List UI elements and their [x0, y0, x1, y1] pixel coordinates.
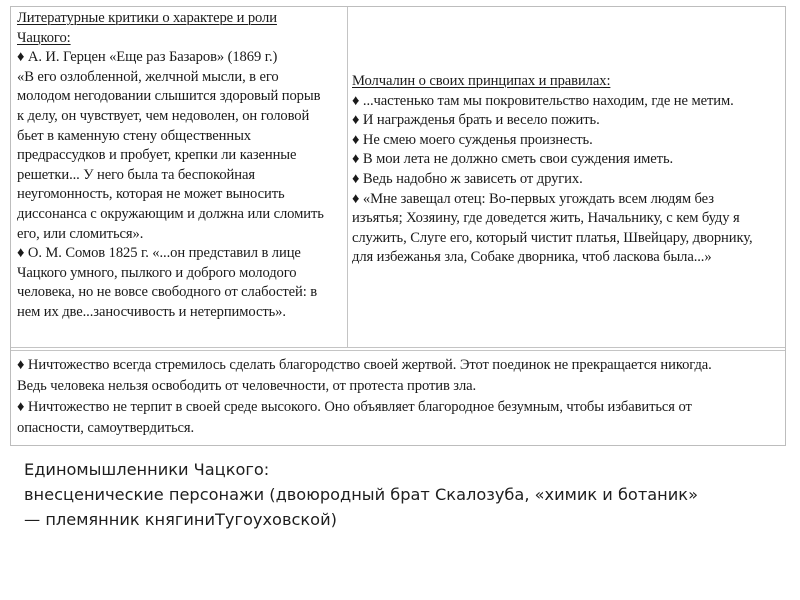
text-line: опасности, самоутвердиться.	[17, 420, 195, 436]
text-line: человека, но не вовсе свободного от слабостей: в	[17, 284, 318, 301]
caption-line: — племянник княгиниТугоуховской)	[24, 510, 337, 529]
molchalin-heading: Молчалин о своих принципах и правилах:	[352, 73, 611, 89]
text-line: Ведь человека нельзя освободить от человечности, от протеста против зла.	[17, 378, 477, 394]
caption-line: Единомышленники Чацкого:	[24, 460, 270, 479]
text-line: ♦ «Мне завещал отец: Во-первых угождать всем людям без	[352, 190, 714, 207]
critics-cell	[11, 7, 348, 347]
text-line: ♦ О. М. Сомов 1825 г. «...он представил в лице	[17, 245, 301, 262]
quotes-table	[10, 6, 786, 446]
text-line: диссонанса с окружающим и должна или сломить	[17, 205, 324, 222]
text-line: служить, Слуге его, который чистит платья, Швейцару, дворнику,	[352, 229, 753, 246]
critics-heading-line: Чацкого:	[17, 29, 71, 46]
text-line: ♦ Ничтожество не терпит в своей среде высокого. Оно объявляет благородное безумным, чтобы избавиться от	[17, 399, 692, 415]
text-line: его, или сломиться».	[17, 225, 144, 242]
critics-text	[17, 48, 343, 322]
text-line: ♦ ...частенько там мы покровительство находим, где не метим.	[352, 92, 734, 109]
text-line: решетки... У него была та беспокойная	[17, 166, 255, 183]
text-line: Чацкого умного, пылкого и доброго молодого	[17, 264, 297, 281]
molchalin-cell	[348, 7, 785, 347]
text-line: нем их две...заносчивость и нетерпимость».	[17, 303, 286, 320]
critics-heading	[17, 9, 343, 48]
text-line: к делу, он чувствует, чем недоволен, он головой	[17, 107, 310, 124]
text-line: ♦ Ведь надобно ж зависеть от других.	[352, 170, 583, 187]
caption-line: внесценические персонажи (двоюродный брат Скалозуба, «химик и ботаник»	[24, 485, 698, 504]
text-line: молодом негодовании слышится здоровый порыв	[17, 88, 321, 105]
caption-text	[24, 457, 784, 532]
text-line: для избежанья зла, Собаке дворника, чтоб ласкова была...»	[352, 249, 712, 266]
text-line: ♦ В мои лета не должно сметь свои суждения иметь.	[352, 151, 674, 168]
text-line: бьет в каменную стену общественных	[17, 127, 251, 144]
molchalin-text	[352, 92, 781, 268]
critics-heading-line: Литературные критики о характере и роли	[17, 10, 277, 26]
text-line: неугомонность, которая не может выносить	[17, 186, 285, 203]
text-line: «В его озлобленной, желчной мысли, в его	[17, 68, 279, 85]
text-line: ♦ И награжденья брать и весело пожить.	[352, 112, 600, 129]
text-line: ♦ Ничтожество всегда стремилось сделать благородство своей жертвой. Этот поединок не прекращается никогда.	[17, 357, 712, 373]
text-line: предрассудков и пробует, крепки ли казенные	[17, 147, 297, 164]
summary-cell	[11, 347, 785, 445]
text-line: изъятья; Хозяину, где доведется жить, Начальнику, с кем буду я	[352, 210, 740, 227]
text-line: ♦ Не смею моего сужденья произнесть.	[352, 131, 593, 148]
text-line: ♦ А. И. Герцен «Еще раз Базаров» (1869 г.)	[17, 49, 278, 66]
